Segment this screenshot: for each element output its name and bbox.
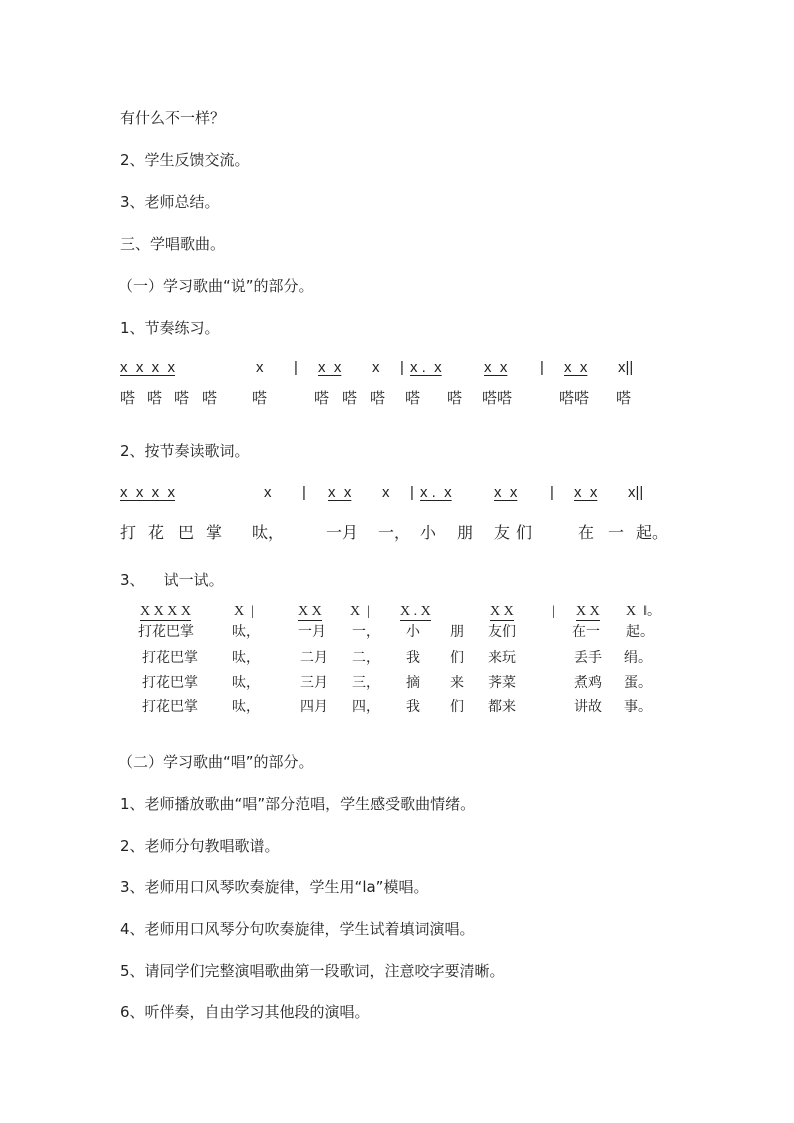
syllable: 嗒: [447, 389, 463, 407]
lyric: 打花巴掌: [142, 699, 198, 715]
lyric: 我: [406, 699, 420, 715]
rhythm-group: x x: [318, 359, 342, 376]
lyric: 二，: [352, 650, 380, 666]
rhythm-group: X ‖。: [626, 604, 662, 619]
rhythm-group: x x: [574, 484, 598, 501]
lyric: 呔，: [232, 675, 260, 691]
lyric: 朋: [457, 523, 474, 542]
syllable: 嗒: [405, 389, 421, 407]
lyric: 巴: [178, 523, 195, 542]
rhythm-group: x: [382, 484, 390, 501]
rhythm-group: x . x: [420, 484, 452, 501]
section-3-heading: 三、学唱歌曲。: [120, 235, 226, 253]
part-2-step-3: 3、老师用口风琴吹奏旋律，学生用“la”模唱。: [120, 878, 429, 896]
lyric: 一月: [298, 624, 326, 640]
syllable: 嗒嗒: [482, 389, 513, 407]
rhythm-group: x: [372, 359, 380, 376]
lyric: 二月: [300, 650, 328, 666]
lyric: 们: [450, 650, 464, 666]
lyric: 友: [494, 523, 511, 542]
lyric: 来玩: [488, 650, 516, 666]
syllable: 嗒: [147, 389, 163, 407]
bar-line: |: [294, 359, 298, 376]
lyric: 打花巴掌: [142, 650, 198, 666]
rhythm-group: X X X X: [140, 604, 191, 619]
lyric: 蛋。: [624, 675, 652, 691]
rhythm-group: X X: [298, 604, 322, 619]
rhythm-group: X X: [576, 604, 600, 619]
lyric: 一，: [352, 624, 380, 640]
syllable: 嗒: [120, 389, 136, 407]
lyric: 我: [406, 650, 420, 666]
lyric: 小: [420, 523, 437, 542]
lyric: 起。: [636, 523, 669, 542]
rhythm-group: X |: [234, 604, 254, 619]
syllable: 嗒: [252, 389, 268, 407]
rhythm-group: X |: [350, 604, 370, 619]
part-2-step-2: 2、老师分句教唱歌谱。: [120, 837, 280, 855]
rhythm-group: X X: [490, 604, 514, 619]
intro-line-2: 2、学生反馈交流。: [120, 151, 250, 169]
lyric: 一月: [326, 523, 359, 542]
rhythm-group: x x: [484, 359, 508, 376]
rhythm-group: x x: [564, 359, 588, 376]
syllable: 嗒嗒: [559, 389, 590, 407]
lyric: 朋: [450, 624, 464, 640]
lyric: 呔，: [232, 650, 260, 666]
lyric: 友们: [488, 624, 516, 640]
bar-line: |: [550, 484, 554, 501]
bar-line: |: [400, 359, 404, 376]
rhythm-group: x: [256, 359, 264, 376]
rhythm-group: X . X: [400, 604, 431, 619]
intro-line-3: 3、老师总结。: [120, 193, 220, 211]
lyric: 四，: [352, 699, 380, 715]
lyric: 摘: [406, 675, 420, 691]
rhythm-group: x x: [494, 484, 518, 501]
syllable: 嗒: [616, 389, 632, 407]
syllable: 嗒: [314, 389, 330, 407]
step-3-title: 3、 试一试。: [120, 571, 224, 589]
lyric: 都来: [488, 699, 516, 715]
rhythm-group: x x x x: [120, 484, 176, 501]
part-2-step-4: 4、老师用口风琴分句吹奏旋律，学生试着填词演唱。: [120, 920, 475, 938]
lyric: 打: [120, 523, 137, 542]
lyric: 掌: [206, 523, 223, 542]
bar-line: |: [302, 484, 306, 501]
lyric: 荠菜: [488, 675, 516, 691]
syllable: 嗒: [174, 389, 190, 407]
part-1-heading: （一）学习歌曲“说”的部分。: [118, 277, 314, 295]
lyric: 来: [450, 675, 464, 691]
step-2-title: 2、按节奏读歌词。: [120, 442, 250, 460]
syllable: 嗒: [370, 389, 386, 407]
lyric: 呔，: [232, 624, 260, 640]
syllable: 嗒: [342, 389, 358, 407]
lyric: 们: [450, 699, 464, 715]
syllable: 嗒: [202, 389, 218, 407]
rhythm-group: x . x: [410, 359, 442, 376]
lyric: 三，: [352, 675, 380, 691]
lyric: 煮鸡: [574, 675, 602, 691]
lyric: 呔，: [232, 699, 260, 715]
lyric: 一，: [378, 523, 411, 542]
lyric: 在一: [572, 624, 600, 640]
bar-line: |: [540, 359, 544, 376]
lyric: 小: [406, 624, 420, 640]
rhythm-group: x: [264, 484, 272, 501]
lyric: 事。: [624, 699, 652, 715]
step-1-title: 1、节奏练习。: [120, 319, 220, 337]
bar-line: |: [552, 604, 555, 619]
intro-line-1: 有什么不一样？: [120, 109, 226, 127]
rhythm-group: x x x x: [120, 359, 176, 376]
lyric: 起。: [626, 624, 654, 640]
lyric: 花: [148, 523, 165, 542]
lyric: 绢。: [624, 650, 652, 666]
rhythm-group: x||: [618, 359, 634, 376]
part-2-step-1: 1、老师播放歌曲“唱”部分范唱，学生感受歌曲情绪。: [120, 795, 476, 813]
bar-line: |: [410, 484, 414, 501]
lyric: 打花巴掌: [138, 624, 194, 640]
lyric: 在: [578, 523, 595, 542]
lyric: 讲故: [574, 699, 602, 715]
lyric: 们: [516, 523, 533, 542]
lyric: 丢手: [574, 650, 602, 666]
rhythm-group: x||: [628, 484, 644, 501]
part-2-step-5: 5、请同学们完整演唱歌曲第一段歌词，注意咬字要清晰。: [120, 962, 505, 980]
lyric: 三月: [300, 675, 328, 691]
part-2-heading: （二）学习歌曲“唱”的部分。: [118, 753, 314, 771]
lyric: 呔，: [252, 523, 285, 542]
lyric: 一: [608, 523, 625, 542]
part-2-step-6: 6、听伴奏，自由学习其他段的演唱。: [120, 1003, 370, 1021]
lyric: 四月: [300, 699, 328, 715]
lyric: 打花巴掌: [142, 675, 198, 691]
rhythm-group: x x: [328, 484, 352, 501]
